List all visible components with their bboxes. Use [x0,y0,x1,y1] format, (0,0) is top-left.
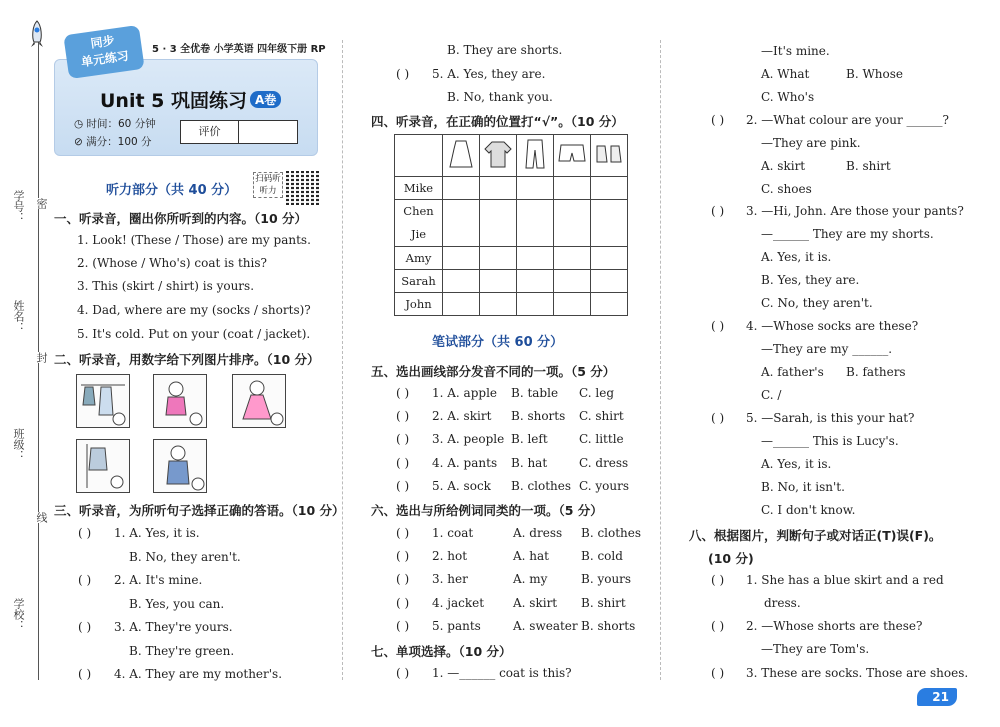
shoes-icon [594,142,624,166]
section-5-title: 五、选出画线部分发音不同的一项。（5 分） [371,364,616,379]
sec7-paren-1[interactable]: ( ) [396,666,410,680]
tick-cell[interactable] [480,293,517,316]
full-score [74,134,152,149]
sec5-item-5-c: C. yours [579,479,630,493]
row-name-john: John [395,293,443,316]
sec3-paren-3[interactable]: ( ) [78,620,92,634]
evaluation-label: 评价 [181,121,239,143]
tick-cell[interactable] [480,270,517,293]
coat-rack-icon [77,440,129,492]
sec7-q4-a: A. father's [761,365,824,379]
picture-girl-jacket [153,439,207,493]
clock-icon: ◷ [74,118,87,130]
sec6-item-4-b: B. shirt [581,596,626,610]
ribbon-line2: 单元练习 [80,48,130,70]
sec5-paren-5[interactable]: ( ) [396,479,410,493]
table-row [395,293,628,316]
section-8-title: 八、根据图片，判断句子或对话正(T)误(F)。 [689,528,942,543]
sec7-q5-b: B. No, it isn't. [761,480,845,494]
girl-dress-icon [233,375,285,427]
listening-title: 听力部分（共 40 分） [106,183,238,198]
sec3-q1-b: B. No, they aren't. [129,550,241,564]
sec3-paren-4[interactable]: ( ) [78,667,92,681]
sec6-paren-5[interactable]: ( ) [396,619,410,633]
series-label: 5 · 3 全优卷 小学英语 四年级下册 RP [152,44,326,55]
sec6-item-3-b: B. yours [581,572,632,586]
sec8-item-1-cont: dress. [764,596,801,610]
row-name-mike: Mike [395,177,443,200]
picture-boy [153,374,207,428]
shoes-cell [591,135,628,177]
sweater-cell [480,135,517,177]
sec5-paren-2[interactable]: ( ) [396,409,410,423]
ribbon-line1: 同步 [89,33,116,51]
sec7-q2-c: C. shoes [761,182,812,196]
qr-code-pattern [286,171,320,205]
sec8-paren-3[interactable]: ( ) [711,666,725,680]
unit-title-text: Unit 5 巩固练习 [100,90,247,112]
sec6-item-5-a: A. sweater [513,619,578,633]
sec8-item-3: 3. These are socks. Those are shoes. [746,666,969,680]
section-1-title: 一、听录音，圈出你所听到的内容。（10 分） [54,211,307,226]
table-row [395,247,628,270]
sec3-q3-b: B. They're green. [129,644,235,658]
pants-icon [524,138,546,170]
tick-cell[interactable] [591,200,628,247]
tick-cell[interactable] [443,177,480,200]
tick-cell[interactable] [517,270,554,293]
sec7-q1-b: B. Whose [846,67,903,81]
table-row [395,270,628,293]
column-divider-1 [342,40,343,680]
sec7-q3-a: A. Yes, it is. [761,250,832,264]
binding-mi: 密 [35,198,48,209]
table-corner [395,135,443,177]
table-row [395,177,628,200]
shorts-cell [554,135,591,177]
pants-cell [517,135,554,177]
sec5-item-4: 4. A. pants [432,456,498,470]
sec1-item-1: 1. Look! (These / Those) are my pants. [77,233,311,247]
sec6-item-3: 3. her [432,572,468,586]
sec6-item-2-a: A. hat [513,549,549,563]
sec8-item-2: 2. —Whose shorts are these? [746,619,923,633]
column-divider-2 [660,40,661,680]
sec6-paren-2[interactable]: ( ) [396,549,410,563]
sec3-q4: 4. A. They are my mother's. [114,667,283,681]
sec8-paren-1[interactable]: ( ) [711,573,725,587]
sec5-item-1-c: C. leg [579,386,615,400]
page-number: 21 [917,688,957,706]
tick-cell[interactable] [554,270,591,293]
table-row [395,200,628,247]
version-badge: A卷 [250,91,281,108]
picture-coat-rack [76,439,130,493]
dress-cell [443,135,480,177]
sec3-q2-b: B. Yes, you can. [129,597,225,611]
time-text: 时间：60 分钟 [86,118,156,130]
sec7-q5-c: C. I don't know. [761,503,856,517]
tick-cell[interactable] [554,247,591,270]
sec7-q4-c: C. / [761,388,782,402]
picture-girl-dress [232,374,286,428]
tick-cell[interactable] [554,293,591,316]
boy-icon [154,375,206,427]
sec7-q1-c: C. Who's [761,90,815,104]
sec5-item-2-b: B. shorts [511,409,566,423]
sec7-q4-b: B. fathers [846,365,906,379]
sec6-item-2: 2. hot [432,549,468,563]
sec7-paren-3[interactable]: ( ) [711,204,725,218]
picture-clothesline [76,374,130,428]
binding-label-xuexiao: 学校： [12,598,25,631]
tick-cell[interactable] [443,270,480,293]
binding-xian: 线 [35,512,48,523]
rocket-icon [28,20,46,50]
tick-cell[interactable] [517,177,554,200]
sec3-paren-2[interactable]: ( ) [78,573,92,587]
sec5-item-1: 1. A. apple [432,386,498,400]
sec6-paren-4[interactable]: ( ) [396,596,410,610]
sec3-q5: 5. A. Yes, they are. [432,67,546,81]
tick-cell[interactable] [591,247,628,270]
section-4-title: 四、听录音，在正确的位置打“√”。（10 分） [371,114,624,129]
sec1-item-3: 3. This (skirt / shirt) is yours. [77,279,255,293]
tick-table [394,134,628,316]
sec6-item-4: 4. jacket [432,596,485,610]
sec7-q5-a: A. Yes, it is. [761,457,832,471]
tick-cell[interactable] [443,200,480,247]
sec6-paren-1[interactable]: ( ) [396,526,410,540]
writing-title: 笔试部分（共 60 分） [432,335,564,350]
sec6-item-4-a: A. skirt [513,596,558,610]
sec6-item-5: 5. pants [432,619,481,633]
sec5-item-3-c: C. little [579,432,624,446]
time-limit [74,116,156,131]
sec1-item-5: 5. It's cold. Put on your (coat / jacket). [77,327,311,341]
sec7-paren-5[interactable]: ( ) [711,411,725,425]
tick-cell[interactable] [554,200,591,247]
sec3-q3: 3. A. They're yours. [114,620,233,634]
sec6-item-5-b: B. shorts [581,619,636,633]
sec7-q2-a: A. skirt [761,159,806,173]
sec5-item-3: 3. A. people [432,432,505,446]
sec5-item-5-b: B. clothes [511,479,572,493]
section-7-title: 七、单项选择。（10 分） [371,644,512,659]
sec7-q1-reply: —It's mine. [761,44,830,58]
tick-cell[interactable] [517,293,554,316]
sec7-q2: 2. —What colour are your ______? [746,113,949,127]
sec5-paren-3[interactable]: ( ) [396,432,410,446]
sec3-paren-5[interactable]: ( ) [396,67,410,81]
sec6-item-1-b: B. clothes [581,526,642,540]
row-name-amy: Amy [395,247,443,270]
binding-feng: 封 [35,352,48,363]
sec8-paren-2[interactable]: ( ) [711,619,725,633]
section-6-title: 六、选出与所给例词同类的一项。（5 分） [371,503,603,518]
row-name-sarah: Sarah [395,270,443,293]
sec1-item-2: 2. (Whose / Who's) coat is this? [77,256,267,270]
scan-label: 扫码听听力 [253,172,283,198]
sec8-item-2-reply: —They are Tom's. [761,642,870,656]
sec7-paren-4[interactable]: ( ) [711,319,725,333]
sec5-item-4-b: B. hat [511,456,548,470]
sec3-paren-1[interactable]: ( ) [78,526,92,540]
sec7-paren-2[interactable]: ( ) [711,113,725,127]
sec5-paren-4[interactable]: ( ) [396,456,410,470]
sec6-paren-3[interactable]: ( ) [396,572,410,586]
sweater-icon [483,139,513,169]
sec5-item-3-b: B. left [511,432,548,446]
sec7-q3-reply: —______ They are my shorts. [761,227,934,241]
sec5-item-4-c: C. dress [579,456,629,470]
tick-cell[interactable] [517,247,554,270]
sec7-q1: 1. —______ coat is this? [432,666,572,680]
section-3-title: 三、听录音，为所听句子选择正确的答语。（10 分） [54,503,345,518]
binding-label-xuehao: 学号： [12,190,25,223]
girl-jacket-icon [154,440,206,492]
sec7-q3-b: B. Yes, they are. [761,273,860,287]
sec7-q2-b: B. shirt [846,159,891,173]
sec3-q1: 1. A. Yes, it is. [114,526,200,540]
sec5-item-2: 2. A. skirt [432,409,492,423]
tick-cell[interactable] [591,293,628,316]
tick-cell[interactable] [554,177,591,200]
tick-cell[interactable] [591,270,628,293]
score-text: 满分：100 分 [86,136,152,148]
sec7-q4-reply: —They are my ______. [761,342,893,356]
tick-cell[interactable] [480,247,517,270]
section-2-title: 二、听录音，用数字给下列图片排序。（10 分） [54,352,320,367]
sec7-q3: 3. —Hi, John. Are those your pants? [746,204,964,218]
sec7-q3-c: C. No, they aren't. [761,296,873,310]
sec6-item-1-a: A. dress [513,526,563,540]
section-8-score: (10 分) [708,551,754,566]
check-icon: ⊘ [74,136,87,148]
sec7-q1-a: A. What [761,67,810,81]
tick-cell[interactable] [443,293,480,316]
tick-cell[interactable] [591,177,628,200]
sec3-q2: 2. A. It's mine. [114,573,203,587]
binding-label-banji: 班级： [12,428,25,461]
binding-label-xingming: 姓名： [12,300,25,333]
sec1-item-4: 4. Dad, where are my (socks / shorts)? [77,303,311,317]
sec3-q4-b: B. They are shorts. [447,43,563,57]
sec7-q2-reply: —They are pink. [761,136,861,150]
tick-cell[interactable] [480,200,517,247]
sec7-q5: 5. —Sarah, is this your hat? [746,411,915,425]
clothes-hanging-icon [77,375,129,427]
tick-cell[interactable] [517,200,554,247]
evaluation-box[interactable] [180,120,298,144]
shorts-icon [558,143,586,165]
sec5-item-1-b: B. table [511,386,559,400]
dress-icon [448,139,474,169]
sec6-item-1: 1. coat [432,526,474,540]
tick-cell[interactable] [480,177,517,200]
sec7-q5-reply: —______ This is Lucy's. [761,434,899,448]
tick-cell[interactable] [443,247,480,270]
sec5-item-2-c: C. shirt [579,409,624,423]
unit-title [100,86,281,113]
sec6-item-3-a: A. my [513,572,548,586]
sec7-q4: 4. —Whose socks are these? [746,319,919,333]
sec8-item-1: 1. She has a blue skirt and a red [746,573,944,587]
sec5-item-5: 5. A. sock [432,479,491,493]
sec3-q5-b: B. No, thank you. [447,90,553,104]
row-name-chenjie: Chen Jie [395,200,443,247]
sec6-item-2-b: B. cold [581,549,623,563]
sec5-paren-1[interactable]: ( ) [396,386,410,400]
